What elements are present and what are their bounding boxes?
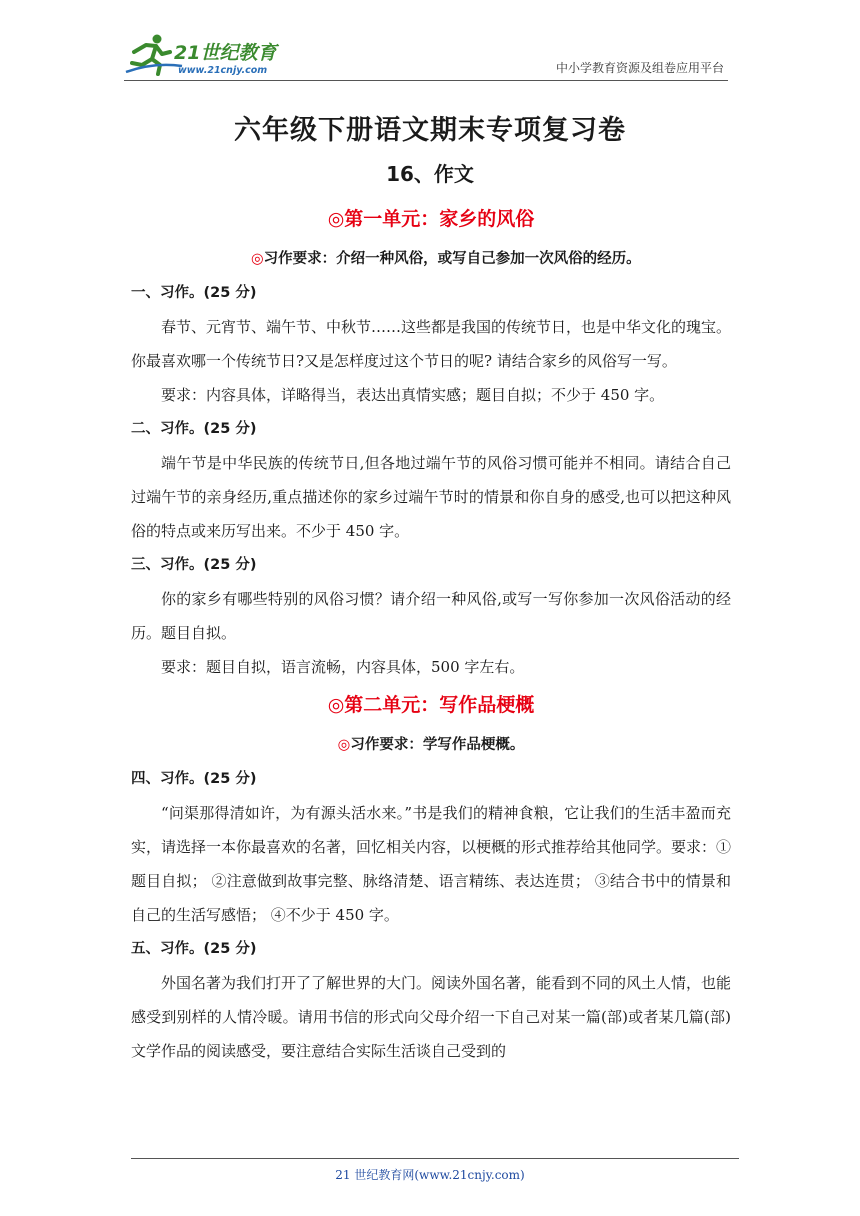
writing-requirement: ◎习作要求：学写作品梗概。 bbox=[337, 737, 525, 753]
circle-mark-icon: ◎ bbox=[251, 251, 264, 267]
question-text: 你的家乡有哪些特别的风俗习惯？请介绍一种风俗,或写一写你参加一次风俗活动的经历。题目自拟。 bbox=[131, 590, 731, 642]
question-heading: 三、习作。(25 分) bbox=[131, 557, 257, 573]
site-logo bbox=[124, 32, 294, 78]
page-subtitle: 16、作文 bbox=[386, 162, 474, 186]
footer-divider bbox=[131, 1158, 739, 1159]
question-requirement: 要求：题目自拟，语言流畅，内容具体，500 字左右。 bbox=[161, 658, 525, 676]
logo-url: www.21cnjy.com bbox=[178, 65, 268, 76]
circle-mark-icon: ◎ bbox=[337, 737, 351, 753]
logo-text: 21世纪教育 bbox=[174, 42, 277, 64]
question-heading: 四、习作。(25 分) bbox=[131, 771, 257, 787]
question-heading: 一、习作。(25 分) bbox=[131, 285, 257, 301]
unit-heading: ◎第一单元：家乡的风俗 bbox=[327, 208, 535, 230]
question-text: “问渠那得清如许，为有源头活水来。”书是我们的精神食粮，它让我们的生活丰盈而充实，请选择一本你最喜欢的名著，回忆相关内容，以梗概的形式推荐给其他同学。要求：①题目自拟； ②注意做到故事完整、脉络清楚、语言精练、表达连贯； ③结合书中的情景和自己的生活写感悟； ④不少于 450 字。 bbox=[131, 804, 732, 924]
question-text: 春节、元宵节、端午节、中秋节……这些都是我国的传统节日，也是中华文化的瑰宝。你最喜欢哪一个传统节日?又是怎样度过这个节日的呢? 请结合家乡的风俗写一写。 bbox=[131, 318, 732, 370]
question-text: 外国名著为我们打开了了解世界的大门。阅读外国名著，能看到不同的风土人情，也能感受到别样的人情冷暖。请用书信的形式向父母介绍一下自己对某一篇(部)或者某几篇(部)文学作品的阅读感受，要注意结合实际生活谈自己受到的 bbox=[131, 974, 732, 1060]
page-footer: 21 世纪教育网(www.21cnjy.com) bbox=[335, 1168, 525, 1182]
unit-heading: ◎第二单元：写作品梗概 bbox=[327, 694, 535, 716]
platform-name: 中小学教育资源及组卷应用平台 bbox=[555, 61, 724, 75]
question-requirement: 要求：内容具体，详略得当，表达出真情实感；题目自拟；不少于 450 字。 bbox=[161, 386, 665, 404]
document-body bbox=[131, 200, 731, 1068]
writing-requirement: ◎习作要求：介绍一种风俗，或写自己参加一次风俗的经历。 bbox=[251, 251, 641, 267]
question-heading: 二、习作。(25 分) bbox=[131, 421, 257, 437]
question-heading: 五、习作。(25 分) bbox=[131, 941, 257, 957]
question-text: 端午节是中华民族的传统节日,但各地过端午节的风俗习惯可能并不相同。请结合自己过端午节的亲身经历,重点描述你的家乡过端午节时的情景和你自身的感受,也可以把这种风俗的特点或来历写出来。不少于 450 字。 bbox=[131, 454, 731, 540]
page-title: 六年级下册语文期末专项复习卷 bbox=[234, 115, 626, 146]
page-header bbox=[124, 30, 728, 81]
